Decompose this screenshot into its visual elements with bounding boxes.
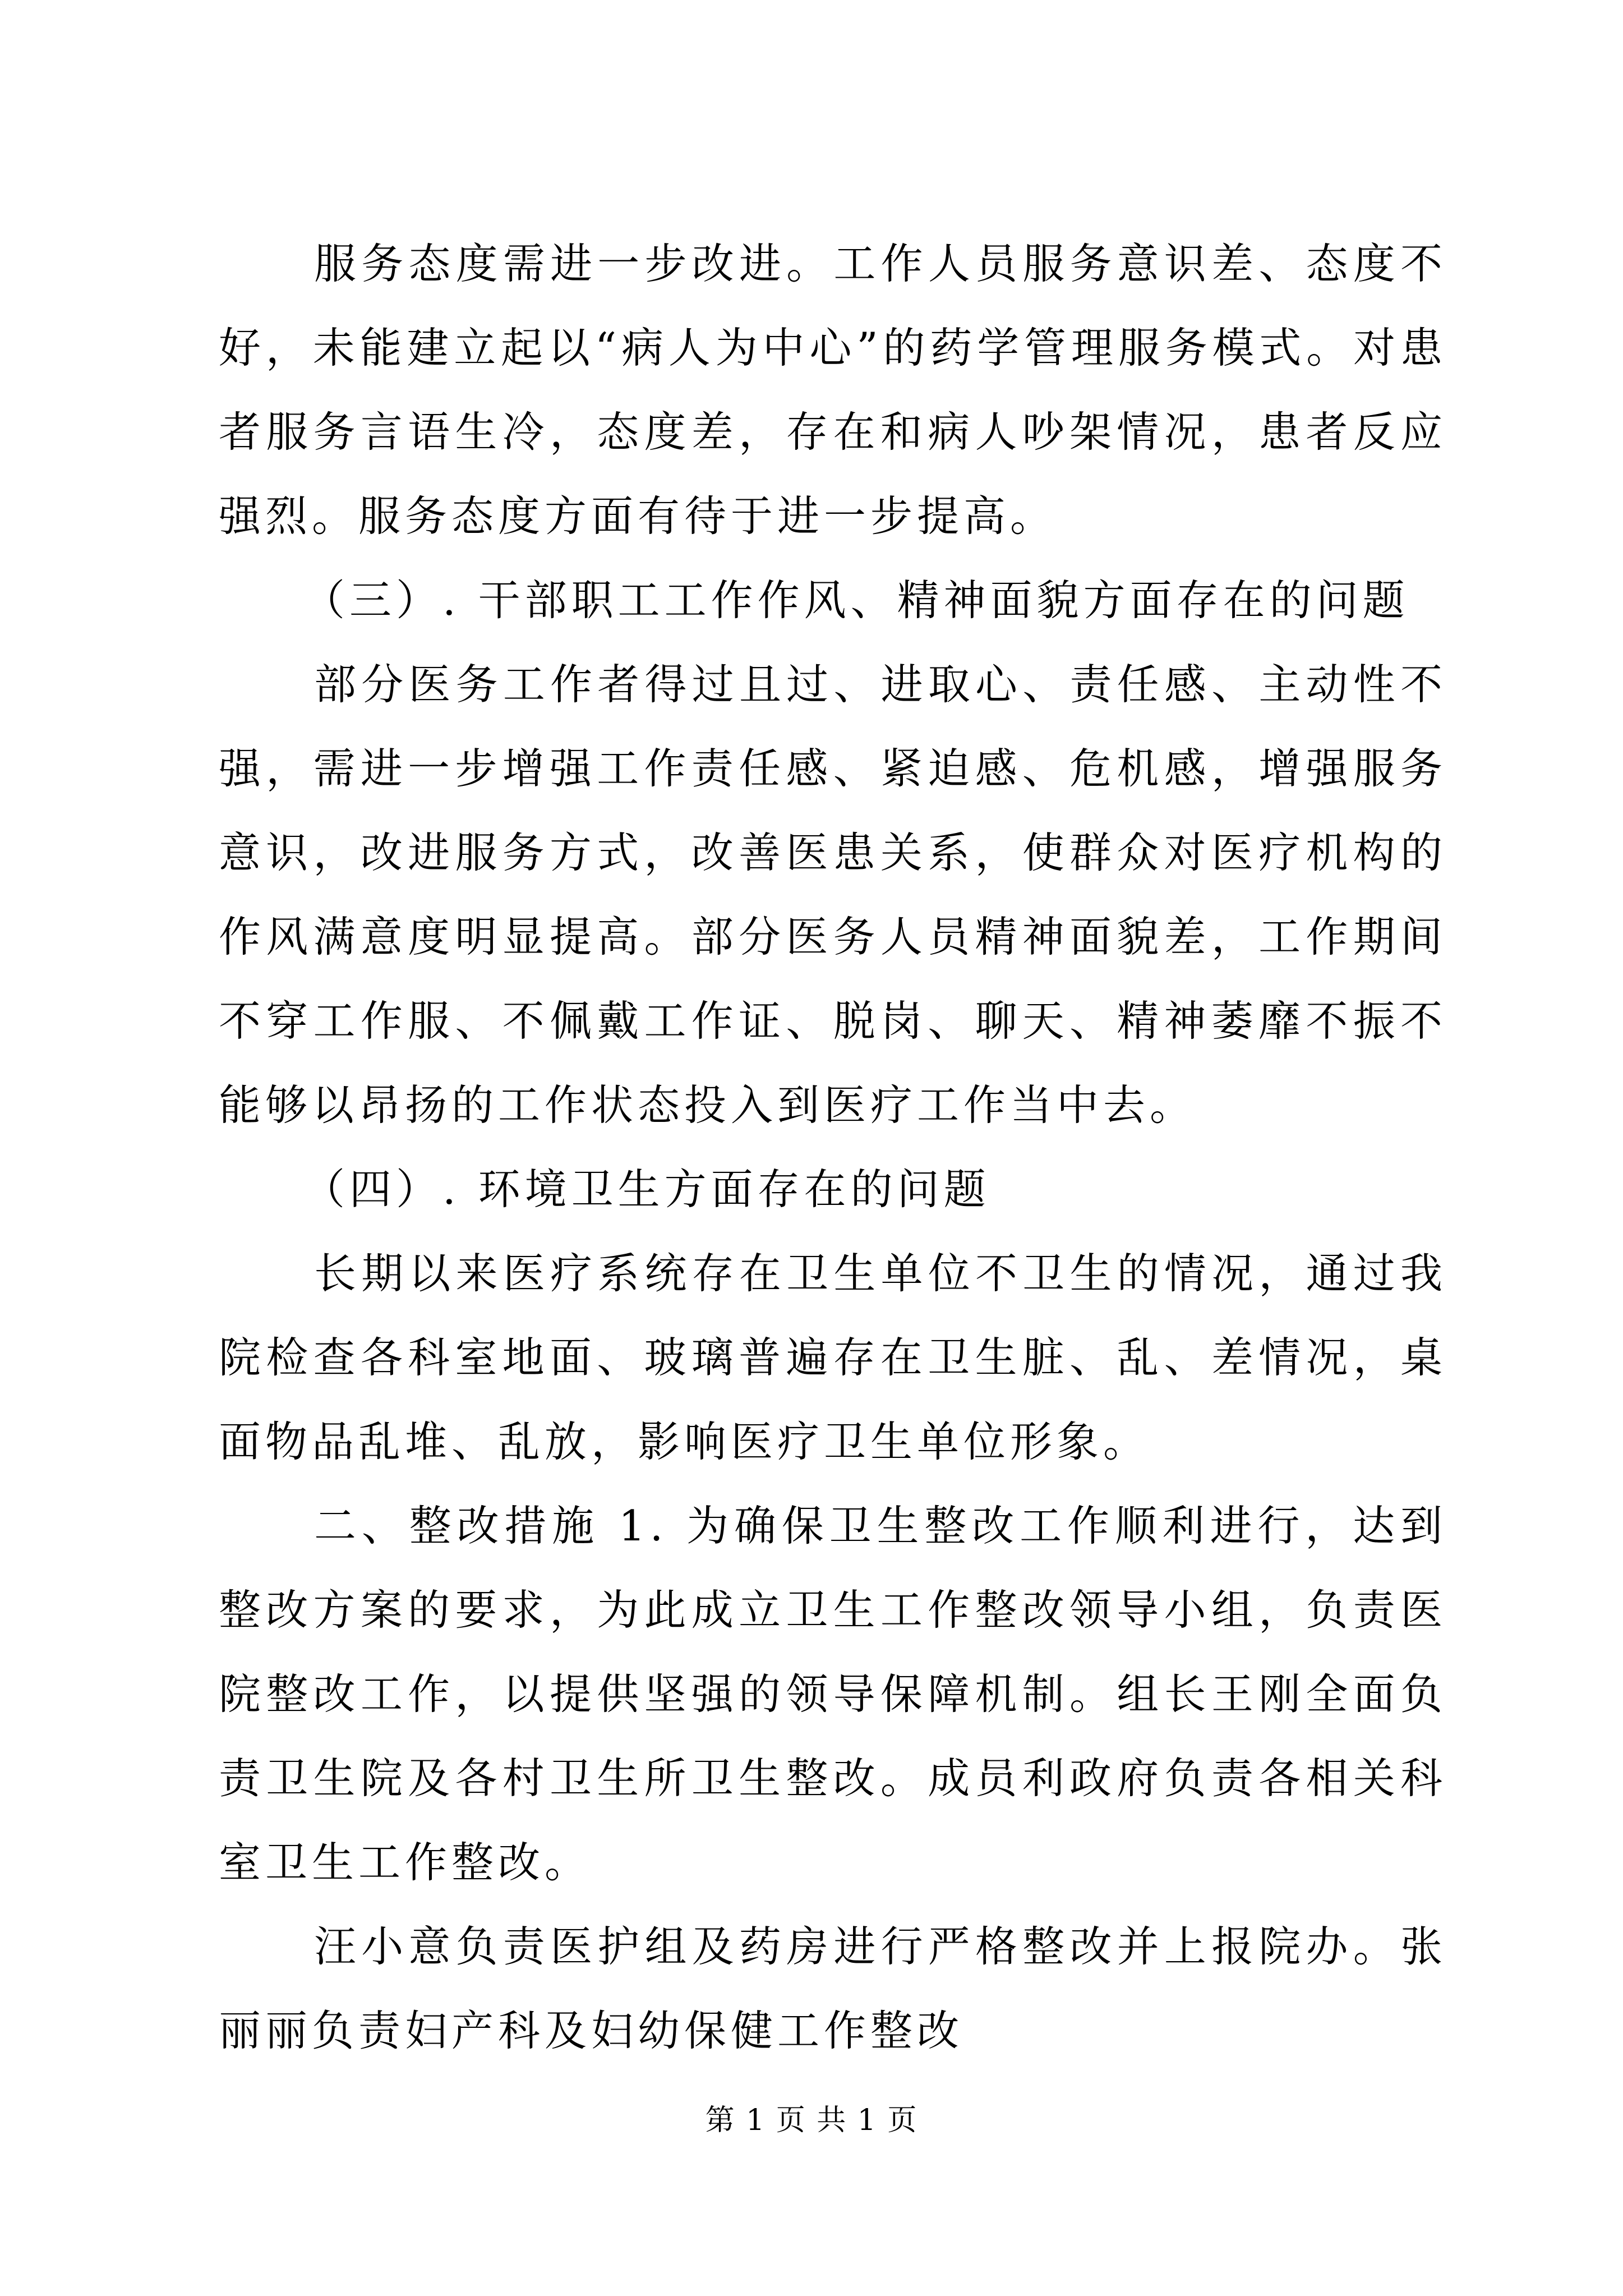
section-heading-hygiene: （四）. 环境卫生方面存在的问题 [303,1165,990,1214]
section-heading-work-style: （三）. 干部职工工作作风、精神面貌方面存在的问题 [303,576,1409,625]
document-body [219,222,1447,2073]
paragraph-work-style: 部分医务工作者得过且过、进取心、责任感、主动性不强，需进一步增强工作责任感、紧迫感、危机感，增强服务意识，改进服务方式，改善医患关系，使群众对医疗机构的作风满意度明显提高。部分医务人员精神面貌差，工作期间不穿工作服、不佩戴工作证、脱岗、聊天、精神萎靡不振不能够以昂扬的工作状态投入到医疗工作当中去。 [219,660,1447,1130]
paragraph-member-responsibilities: 汪小意负责医护组及药房进行严格整改并上报院办。张丽丽负责妇产科及妇幼保健工作整改 [219,1922,1447,2055]
paragraph-service-attitude: 服务态度需进一步改进。工作人员服务意识差、态度不好，未能建立起以“病人为中心”的药学管理服务模式。对患者服务言语生冷，态度差，存在和病人吵架情况，患者反应强烈。服务态度方面有待于进一步提高。 [219,239,1447,541]
paragraph-hygiene: 长期以来医疗系统存在卫生单位不卫生的情况，通过我院检查各科室地面、玻璃普遍存在卫生脏、乱、差情况，桌面物品乱堆、乱放，影响医疗卫生单位形象。 [219,1249,1447,1466]
page-number-footer: 第 1 页 共 1 页 [705,2104,918,2137]
paragraph-rectification-measures: 二、整改措施 1. 为确保卫生整改工作顺利进行，达到整改方案的要求，为此成立卫生工作整改领导小组，负责医院整改工作，以提供坚强的领导保障机制。组长王刚全面负责卫生院及各村卫生所卫生整改。成员利政府负责各相关科室卫生工作整改。 [219,1501,1447,1887]
